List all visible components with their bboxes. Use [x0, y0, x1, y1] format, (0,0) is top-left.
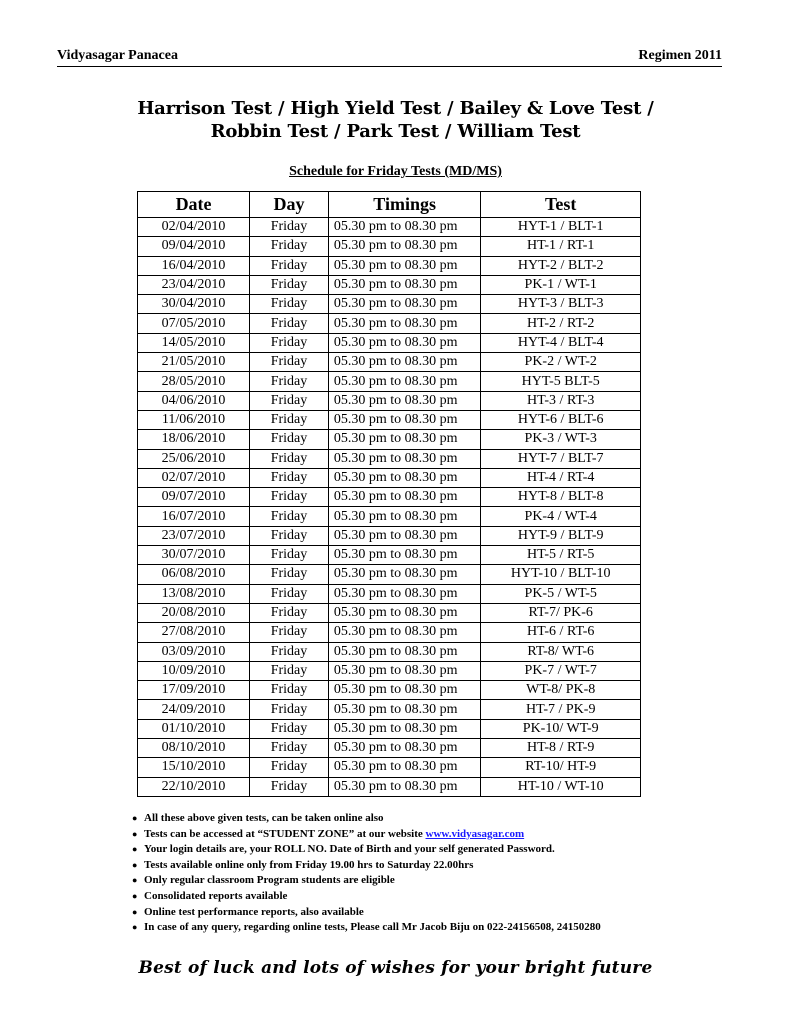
day-cell: Friday: [250, 391, 329, 410]
test-cell: HYT-7 / BLT-7: [481, 449, 641, 468]
test-cell: HYT-2 / BLT-2: [481, 256, 641, 275]
date-cell: 03/09/2010: [138, 642, 250, 661]
table-row: [138, 449, 641, 468]
date-cell: 06/08/2010: [138, 565, 250, 584]
note-text: Online test performance reports, also available: [144, 905, 364, 918]
timing-cell: 05.30 pm to 08.30 pm: [328, 314, 481, 333]
date-cell: 09/07/2010: [138, 488, 250, 507]
timing-cell: 05.30 pm to 08.30 pm: [328, 603, 481, 622]
table-row: [138, 758, 641, 777]
test-cell: HT-1 / RT-1: [481, 237, 641, 256]
table-row: [138, 584, 641, 603]
timing-cell: 05.30 pm to 08.30 pm: [328, 681, 481, 700]
day-cell: Friday: [250, 526, 329, 545]
website-link[interactable]: www.vidyasagar.com: [425, 827, 525, 840]
table-row: [138, 295, 641, 314]
timing-cell: 05.30 pm to 08.30 pm: [328, 468, 481, 487]
table-row: [138, 372, 641, 391]
note-text: All these above given tests, can be taken online also: [144, 812, 384, 824]
day-cell: Friday: [250, 372, 329, 391]
date-cell: 17/09/2010: [138, 681, 250, 700]
timing-cell: 05.30 pm to 08.30 pm: [328, 526, 481, 545]
table-row: [138, 314, 641, 333]
table-row: [138, 333, 641, 352]
test-cell: PK-7 / WT-7: [481, 661, 641, 680]
timing-cell: 05.30 pm to 08.30 pm: [328, 256, 481, 275]
date-cell: 15/10/2010: [138, 758, 250, 777]
note-text: Only regular classroom Program students are eligible: [144, 874, 395, 887]
test-cell: HT-6 / RT-6: [481, 623, 641, 642]
timing-cell: 05.30 pm to 08.30 pm: [328, 275, 481, 294]
test-cell: PK-1 / WT-1: [481, 275, 641, 294]
test-cell: HYT-3 / BLT-3: [481, 295, 641, 314]
day-cell: Friday: [250, 623, 329, 642]
table-row: [138, 410, 641, 429]
date-cell: 01/10/2010: [138, 719, 250, 738]
timing-cell: 05.30 pm to 08.30 pm: [328, 391, 481, 410]
day-cell: Friday: [250, 777, 329, 796]
test-cell: PK-3 / WT-3: [481, 430, 641, 449]
table-row: [138, 256, 641, 275]
note-text: Consolidated reports available: [144, 889, 288, 902]
page-header: [57, 48, 722, 67]
bullet-icon: ●: [132, 890, 138, 901]
table-row: [138, 681, 641, 700]
header-regimen: Regimen 2011: [638, 48, 722, 63]
test-cell: HYT-4 / BLT-4: [481, 333, 641, 352]
day-cell: Friday: [250, 488, 329, 507]
day-cell: Friday: [250, 603, 329, 622]
date-cell: 20/08/2010: [138, 603, 250, 622]
test-cell: RT-7/ PK-6: [481, 603, 641, 622]
timing-cell: 05.30 pm to 08.30 pm: [328, 488, 481, 507]
date-cell: 09/04/2010: [138, 237, 250, 256]
table-row: [138, 700, 641, 719]
timing-cell: 05.30 pm to 08.30 pm: [328, 430, 481, 449]
header-day: Day: [250, 192, 329, 218]
table-row: [138, 623, 641, 642]
date-cell: 27/08/2010: [138, 623, 250, 642]
date-cell: 14/05/2010: [138, 333, 250, 352]
note-text: Your login details are, your ROLL NO. Date of Birth and your self generated Password.: [144, 843, 555, 856]
table-row: [138, 565, 641, 584]
schedule-subtitle: [0, 162, 791, 180]
test-cell: HYT-6 / BLT-6: [481, 410, 641, 429]
date-cell: 04/06/2010: [138, 391, 250, 410]
test-cell: HT-10 / WT-10: [481, 777, 641, 796]
timing-cell: 05.30 pm to 08.30 pm: [328, 546, 481, 565]
table-row: [138, 237, 641, 256]
bullet-icon: ●: [132, 828, 138, 839]
date-cell: 07/05/2010: [138, 314, 250, 333]
date-cell: 24/09/2010: [138, 700, 250, 719]
day-cell: Friday: [250, 642, 329, 661]
test-cell: HYT-8 / BLT-8: [481, 488, 641, 507]
day-cell: Friday: [250, 739, 329, 758]
day-cell: Friday: [250, 449, 329, 468]
schedule-subtitle-text: Schedule for Friday Tests (MD/MS): [289, 164, 502, 179]
timing-cell: 05.30 pm to 08.30 pm: [328, 700, 481, 719]
bullet-icon: ●: [132, 906, 138, 917]
header-institute: Vidyasagar Panacea: [57, 48, 178, 63]
day-cell: Friday: [250, 758, 329, 777]
timing-cell: 05.30 pm to 08.30 pm: [328, 507, 481, 526]
test-cell: PK-2 / WT-2: [481, 353, 641, 372]
note-item: [132, 889, 601, 905]
date-cell: 08/10/2010: [138, 739, 250, 758]
note-text: Tests can be accessed at “STUDENT ZONE” at our website: [144, 827, 426, 840]
timing-cell: 05.30 pm to 08.30 pm: [328, 410, 481, 429]
table-row: [138, 526, 641, 545]
day-cell: Friday: [250, 237, 329, 256]
day-cell: Friday: [250, 719, 329, 738]
table-row: [138, 642, 641, 661]
test-cell: PK-10/ WT-9: [481, 719, 641, 738]
test-cell: RT-8/ WT-6: [481, 642, 641, 661]
day-cell: Friday: [250, 507, 329, 526]
table-row: [138, 430, 641, 449]
table-header-row: [138, 192, 641, 218]
test-cell: HT-7 / PK-9: [481, 700, 641, 719]
title-line-2: Robbin Test / Park Test / William Test: [210, 121, 581, 142]
bullet-icon: ●: [132, 922, 138, 933]
timing-cell: 05.30 pm to 08.30 pm: [328, 449, 481, 468]
bullet-icon: ●: [132, 875, 138, 886]
note-item: [132, 811, 601, 827]
date-cell: 23/04/2010: [138, 275, 250, 294]
table-row: [138, 739, 641, 758]
timing-cell: 05.30 pm to 08.30 pm: [328, 661, 481, 680]
day-cell: Friday: [250, 353, 329, 372]
notes-list: [132, 811, 601, 936]
date-cell: 02/07/2010: [138, 468, 250, 487]
day-cell: Friday: [250, 430, 329, 449]
test-cell: HT-3 / RT-3: [481, 391, 641, 410]
test-cell: PK-4 / WT-4: [481, 507, 641, 526]
day-cell: Friday: [250, 565, 329, 584]
day-cell: Friday: [250, 333, 329, 352]
date-cell: 13/08/2010: [138, 584, 250, 603]
day-cell: Friday: [250, 256, 329, 275]
date-cell: 30/07/2010: [138, 546, 250, 565]
table-row: [138, 661, 641, 680]
table-row: [138, 218, 641, 237]
schedule-table: [137, 191, 641, 797]
test-cell: RT-10/ HT-9: [481, 758, 641, 777]
timing-cell: 05.30 pm to 08.30 pm: [328, 584, 481, 603]
table-row: [138, 719, 641, 738]
table-row: [138, 275, 641, 294]
date-cell: 16/07/2010: [138, 507, 250, 526]
test-cell: HYT-9 / BLT-9: [481, 526, 641, 545]
timing-cell: 05.30 pm to 08.30 pm: [328, 372, 481, 391]
bullet-icon: ●: [132, 813, 138, 823]
note-text: In case of any query, regarding online tests, Please call Mr Jacob Biju on 022-24156508, 24150280: [144, 921, 601, 934]
note-text: Tests available online only from Friday 19.00 hrs to Saturday 22.00hrs: [144, 858, 474, 871]
timing-cell: 05.30 pm to 08.30 pm: [328, 333, 481, 352]
date-cell: 22/10/2010: [138, 777, 250, 796]
date-cell: 11/06/2010: [138, 410, 250, 429]
day-cell: Friday: [250, 700, 329, 719]
day-cell: Friday: [250, 275, 329, 294]
test-cell: HT-4 / RT-4: [481, 468, 641, 487]
timing-cell: 05.30 pm to 08.30 pm: [328, 758, 481, 777]
test-cell: PK-5 / WT-5: [481, 584, 641, 603]
day-cell: Friday: [250, 314, 329, 333]
table-row: [138, 603, 641, 622]
date-cell: 16/04/2010: [138, 256, 250, 275]
date-cell: 02/04/2010: [138, 218, 250, 237]
timing-cell: 05.30 pm to 08.30 pm: [328, 353, 481, 372]
test-cell: HYT-5 BLT-5: [481, 372, 641, 391]
date-cell: 10/09/2010: [138, 661, 250, 680]
header-timings: Timings: [328, 192, 481, 218]
day-cell: Friday: [250, 584, 329, 603]
timing-cell: 05.30 pm to 08.30 pm: [328, 237, 481, 256]
bullet-icon: ●: [132, 859, 138, 870]
day-cell: Friday: [250, 218, 329, 237]
test-cell: HT-8 / RT-9: [481, 739, 641, 758]
timing-cell: 05.30 pm to 08.30 pm: [328, 777, 481, 796]
note-item: [132, 873, 601, 889]
note-item: [132, 858, 601, 874]
day-cell: Friday: [250, 468, 329, 487]
day-cell: Friday: [250, 661, 329, 680]
table-row: [138, 507, 641, 526]
table-row: [138, 546, 641, 565]
table-row: [138, 391, 641, 410]
title-line-1: Harrison Test / High Yield Test / Bailey & Love Test /: [137, 98, 654, 119]
header-test: Test: [481, 192, 641, 218]
table-row: [138, 777, 641, 796]
bullet-icon: ●: [132, 844, 138, 855]
date-cell: 23/07/2010: [138, 526, 250, 545]
day-cell: Friday: [250, 546, 329, 565]
date-cell: 30/04/2010: [138, 295, 250, 314]
day-cell: Friday: [250, 681, 329, 700]
day-cell: Friday: [250, 295, 329, 314]
note-item: [132, 920, 601, 936]
date-cell: 21/05/2010: [138, 353, 250, 372]
timing-cell: 05.30 pm to 08.30 pm: [328, 642, 481, 661]
test-cell: HT-5 / RT-5: [481, 546, 641, 565]
header-date: Date: [138, 192, 250, 218]
test-cell: HT-2 / RT-2: [481, 314, 641, 333]
table-row: [138, 353, 641, 372]
day-cell: Friday: [250, 410, 329, 429]
closing-message: Best of luck and lots of wishes for your bright future: [138, 958, 653, 978]
table-row: [138, 468, 641, 487]
note-item: [132, 905, 601, 921]
table-row: [138, 488, 641, 507]
table-body: [138, 218, 641, 797]
timing-cell: 05.30 pm to 08.30 pm: [328, 565, 481, 584]
date-cell: 28/05/2010: [138, 372, 250, 391]
note-item: [132, 842, 601, 858]
date-cell: 25/06/2010: [138, 449, 250, 468]
timing-cell: 05.30 pm to 08.30 pm: [328, 623, 481, 642]
test-cell: HYT-10 / BLT-10: [481, 565, 641, 584]
timing-cell: 05.30 pm to 08.30 pm: [328, 739, 481, 758]
test-cell: WT-8/ PK-8: [481, 681, 641, 700]
date-cell: 18/06/2010: [138, 430, 250, 449]
timing-cell: 05.30 pm to 08.30 pm: [328, 218, 481, 237]
test-cell: HYT-1 / BLT-1: [481, 218, 641, 237]
timing-cell: 05.30 pm to 08.30 pm: [328, 719, 481, 738]
timing-cell: 05.30 pm to 08.30 pm: [328, 295, 481, 314]
note-item: [132, 827, 601, 843]
